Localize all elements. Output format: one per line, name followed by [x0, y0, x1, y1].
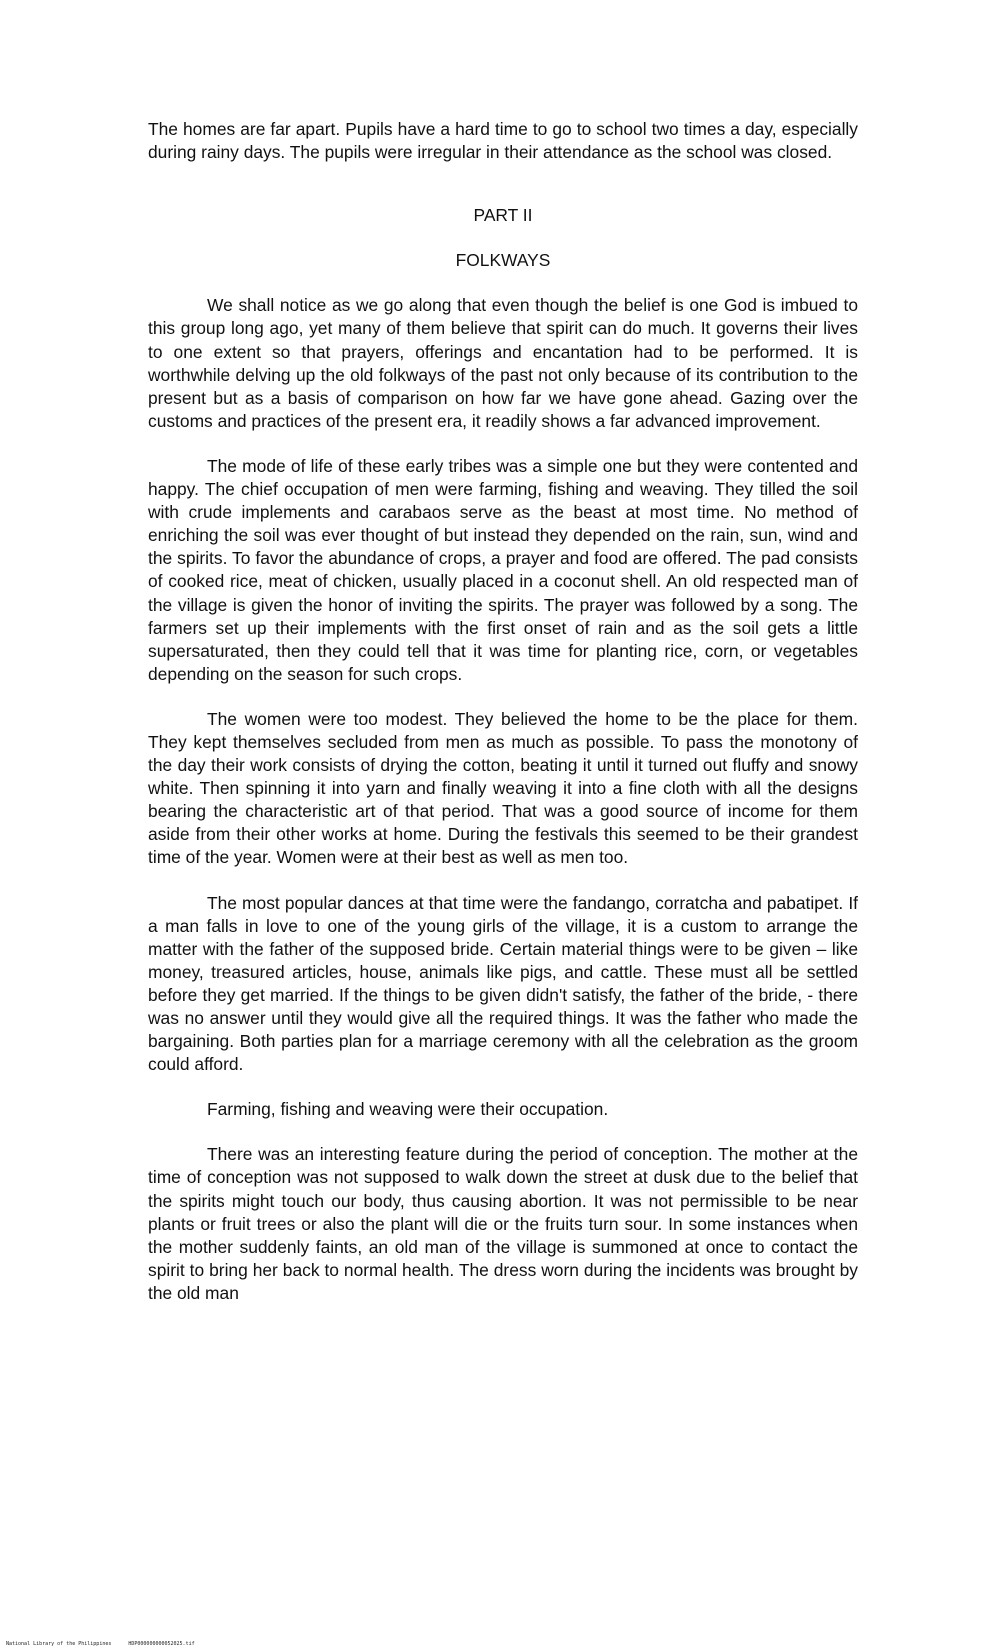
- file-id: HDP000000000052025.tif: [128, 1641, 195, 1647]
- document-page: [148, 118, 858, 1305]
- body-paragraph: Farming, fishing and weaving were their occupation.: [207, 1099, 609, 1120]
- body-paragraph: We shall notice as we go along that even though the belief is one God is imbued to this group long ago, yet many of them believe that spirit can do much. It governs their lives to one extent so that prayers, offerings and encantation had to be performed. It is worthwhile delving up the old folkways of the past not only because of its contribution to the present but as a basis of comparison on how far we have gone ahead. Gazing over the customs and practices of the present era, it readily shows a far advanced improvement.: [148, 295, 858, 431]
- library-stamp: National Library of the Philippines: [6, 1641, 112, 1647]
- body-paragraph: The women were too modest. They believed the home to be the place for them. They kept themselves secluded from men as much as possible. To pass the monotony of the day their work consists of drying the cotton, beating it until it turned out fluffy and snowy white. Then spinning it into yarn and finally weaving it into a fine cloth with all the designs bearing the characteristic art of that period. That was a good source of income for them aside from their other works at home. During the festivals this seemed to be their grandest time of the year. Women were at their best as well as men too.: [148, 708, 858, 868]
- intro-paragraph: The homes are far apart. Pupils have a hard time to go to school two times a day, especially during rainy days. The pupils were irregular in their attendance as the school was closed.: [148, 119, 858, 163]
- scan-footer: [6, 1641, 195, 1647]
- body-paragraph: The most popular dances at that time were the fandango, corratcha and pabatipet. If a man falls in love to one of the young girls of the village, it is a custom to arrange the matter with the father of the supposed bride. Certain material things were to be given – like money, treasured articles, house, animals like pigs, and cattle. These must all be settled before they get married. If the things to be given didn't satisfy, the father of the bride, - there was no answer until they would give all the required things. It was the father who made the bargaining. Both parties plan for a marriage ceremony with all the celebration as the groom could afford.: [148, 892, 858, 1075]
- body-paragraph: There was an interesting feature during the period of conception. The mother at the time of conception was not supposed to walk down the street at dusk due to the belief that the spirits might touch our body, thus causing abortion. It was not permissible to be near plants or fruit trees or also the plant will die or the fruits turn sour. In some instances when the mother suddenly faints, an old man of the village is summoned at once to contact the spirit to bring her back to normal health. The dress worn during the incidents was brought by the old man: [148, 1144, 858, 1303]
- body-paragraph: The mode of life of these early tribes was a simple one but they were contented and happy. The chief occupation of men were farming, fishing and weaving. They tilled the soil with crude implements and carabaos serve as the beast at most time. No method of enriching the soil was ever thought of but instead they depended on the rain, sun, wind and the spirits. To favor the abundance of crops, a prayer and food are offered. The pad consists of cooked rice, meat of chicken, usually placed in a coconut shell. An old respected man of the village is given the honor of inviting the spirits. The prayer was followed by a song. The farmers set up their implements with the first onset of rain and as the soil gets a little supersaturated, then they could tell that it was time for planting rice, corn, or vegetables depending on the season for such crops.: [148, 455, 858, 684]
- section-heading: FOLKWAYS: [455, 250, 551, 271]
- part-heading: PART II: [473, 205, 533, 226]
